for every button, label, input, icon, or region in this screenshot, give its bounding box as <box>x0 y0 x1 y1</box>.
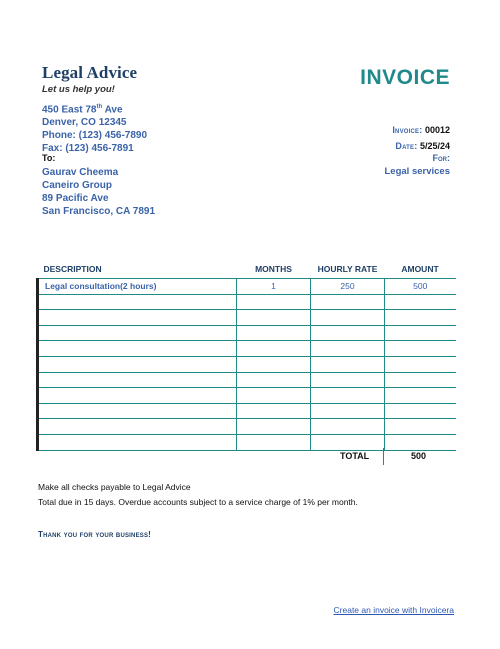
empty-cell <box>311 341 385 357</box>
header-months: MONTHS <box>237 262 311 279</box>
empty-cell <box>385 325 456 341</box>
empty-cell <box>311 325 385 341</box>
company-name: Legal Advice <box>42 63 138 82</box>
table-row <box>38 403 456 419</box>
total-divider <box>383 448 384 465</box>
empty-cell <box>38 388 237 404</box>
row-rate: 250 <box>311 279 385 295</box>
empty-cell <box>38 372 237 388</box>
empty-cell <box>385 419 456 435</box>
empty-cell <box>38 419 237 435</box>
address-line-1: 450 East 78th Ave <box>42 104 123 116</box>
empty-cell <box>237 403 311 419</box>
company-phone: Phone: (123) 456-7890 <box>42 130 148 142</box>
empty-cell <box>237 372 311 388</box>
empty-cell <box>385 310 456 326</box>
empty-cell <box>385 403 456 419</box>
table-row <box>38 434 456 450</box>
empty-cell <box>311 310 385 326</box>
empty-cell <box>385 294 456 310</box>
empty-cell <box>311 434 385 450</box>
client-street: 89 Pacific Ave <box>42 193 109 204</box>
table-header-row <box>38 262 456 279</box>
empty-cell <box>38 434 237 450</box>
table-row <box>38 279 456 295</box>
company-tagline: Let us help you! <box>42 84 115 95</box>
total-label: TOTAL <box>340 451 370 461</box>
empty-cell <box>237 341 311 357</box>
table-row <box>38 356 456 372</box>
payable-note: Make all checks payable to Legal Advice <box>38 482 191 492</box>
company-fax: Fax: (123) 456-7891 <box>42 143 134 155</box>
empty-cell <box>38 356 237 372</box>
table-row <box>38 325 456 341</box>
create-invoice-link[interactable]: Create an invoice with Invoicera <box>333 605 454 615</box>
empty-cell <box>38 294 237 310</box>
client-name: Gaurav Cheema <box>42 167 119 178</box>
empty-cell <box>385 372 456 388</box>
empty-cell <box>311 356 385 372</box>
invoice-meta <box>392 122 450 154</box>
empty-cell <box>385 434 456 450</box>
empty-cell <box>385 341 456 357</box>
empty-cell <box>311 403 385 419</box>
row-months: 1 <box>237 279 311 295</box>
thank-you-note: Thank you for your business! <box>38 530 152 539</box>
for-label: For: <box>432 153 450 163</box>
invoice-date: Date: 5/25/24 <box>395 141 450 151</box>
header-amount: AMOUNT <box>385 262 456 279</box>
row-amount: 500 <box>385 279 456 295</box>
table-row <box>38 388 456 404</box>
empty-cell <box>385 356 456 372</box>
empty-cell <box>311 294 385 310</box>
client-city: San Francisco, CA 7891 <box>42 206 156 217</box>
to-label: To: <box>42 153 56 163</box>
empty-cell <box>38 341 237 357</box>
company-address <box>42 101 147 155</box>
invoice-for <box>385 152 451 178</box>
line-items-table <box>36 262 456 451</box>
empty-cell <box>237 310 311 326</box>
invoice-title: INVOICE <box>360 66 450 89</box>
empty-cell <box>237 325 311 341</box>
address-line-2: Denver, CO 12345 <box>42 117 127 129</box>
total-value: 500 <box>411 451 427 461</box>
empty-cell <box>311 388 385 404</box>
empty-cell <box>237 388 311 404</box>
terms-note: Total due in 15 days. Overdue accounts subject to a service charge of 1% per month. <box>38 497 358 507</box>
client-address <box>42 166 155 218</box>
empty-cell <box>237 434 311 450</box>
table-row <box>38 341 456 357</box>
empty-cell <box>311 372 385 388</box>
table-row <box>38 419 456 435</box>
empty-cell <box>38 310 237 326</box>
empty-cell <box>237 294 311 310</box>
row-description: Legal consultation(2 hours) <box>38 279 237 295</box>
empty-cell <box>237 356 311 372</box>
client-company: Caneiro Group <box>42 180 113 191</box>
table-row <box>38 310 456 326</box>
table-row <box>38 372 456 388</box>
empty-cell <box>385 388 456 404</box>
empty-cell <box>311 419 385 435</box>
invoice-number: Invoice: 00012 <box>392 125 450 135</box>
header-description: DESCRIPTION <box>38 262 237 279</box>
for-value: Legal services <box>384 166 450 177</box>
header-hourly-rate: HOURLY RATE <box>311 262 385 279</box>
empty-cell <box>38 325 237 341</box>
table-row <box>38 294 456 310</box>
empty-cell <box>38 403 237 419</box>
empty-cell <box>237 419 311 435</box>
